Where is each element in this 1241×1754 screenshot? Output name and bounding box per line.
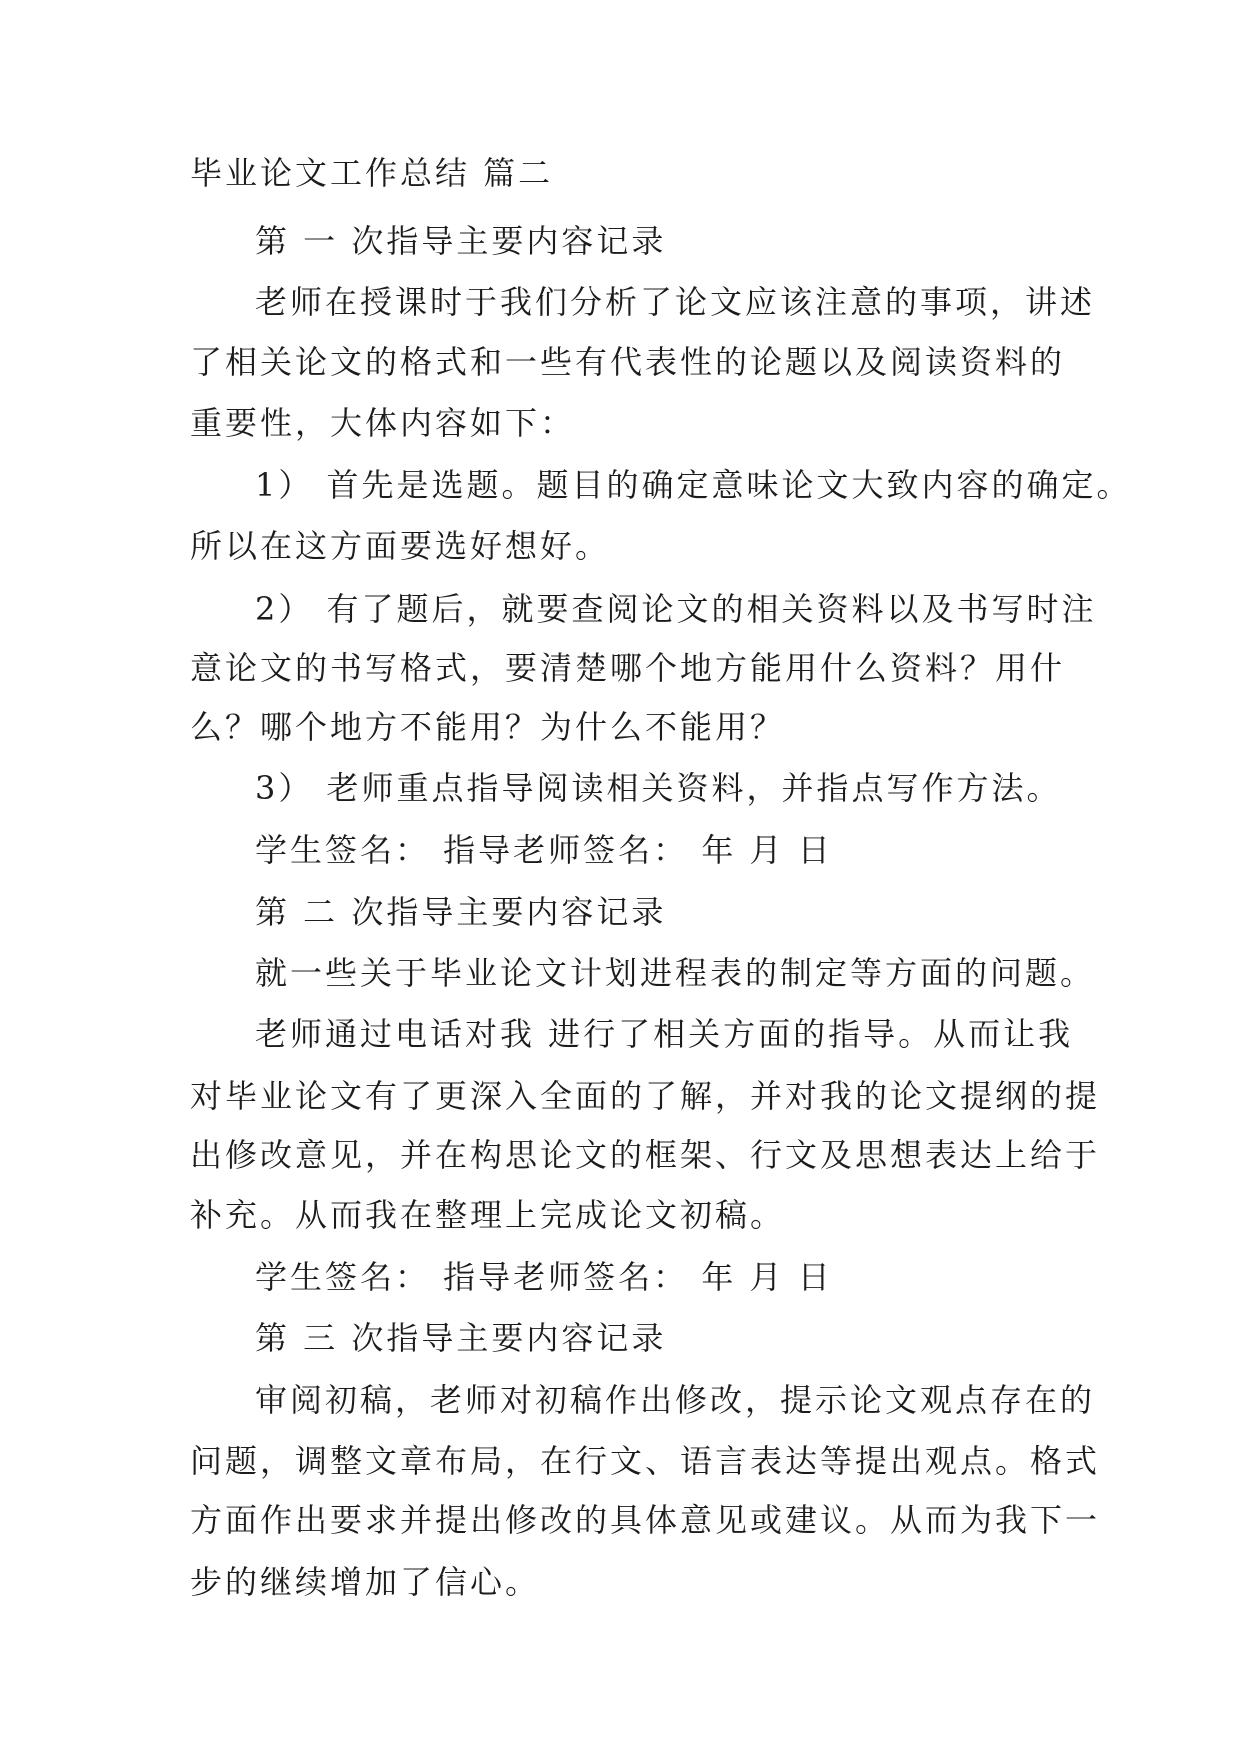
list-item-line: 意论文的书写格式，要清楚哪个地方能用什么资料？用什 (190, 649, 1066, 687)
paragraph-line: 问题，调整文章布局，在行文、语言表达等提出观点。格式 (190, 1442, 1101, 1480)
paragraph-line: 了相关论文的格式和一些有代表性的论题以及阅读资料的 (190, 343, 1066, 381)
list-item-line: 所以在这方面要选好想好。 (190, 527, 611, 565)
paragraph-line: 老师通过电话对我 进行了相关方面的指导。从而让我 (255, 1015, 1074, 1053)
paragraph-line: 就一些关于毕业论文计划进程表的制定等方面的问题。 (255, 954, 1096, 992)
paragraph-line: 重要性，大体内容如下： (190, 404, 576, 442)
paragraph-line: 步的继续增加了信心。 (190, 1563, 541, 1601)
list-item-line: 3） 老师重点指导阅读相关资料，并指点写作方法。 (255, 769, 1062, 807)
list-item-line: 么？哪个地方不能用？为什么不能用？ (190, 708, 786, 746)
paragraph-line: 老师在授课时于我们分析了论文应该注意的事项，讲述 (255, 283, 1096, 321)
paragraph-line: 补充。从而我在整理上完成论文初稿。 (190, 1196, 786, 1234)
section-heading: 第 二 次指导主要内容记录 (255, 893, 667, 931)
paragraph-line: 审阅初稿，老师对初稿作出修改，提示论文观点存在的 (255, 1381, 1096, 1419)
paragraph-line: 方面作出要求并提出修改的具体意见或建议。从而为我下一 (190, 1501, 1101, 1539)
list-item-line: 2） 有了题后，就要查阅论文的相关资料以及书写时注 (255, 590, 1097, 628)
section-heading: 第 三 次指导主要内容记录 (255, 1319, 667, 1357)
section-heading: 第 一 次指导主要内容记录 (255, 222, 667, 260)
paragraph-line: 对毕业论文有了更深入全面的了解，并对我的论文提纲的提 (190, 1077, 1101, 1115)
signature-line: 学生签名： 指导老师签名： 年 月 日 (255, 1258, 833, 1296)
paragraph-line: 出修改意见，并在构思论文的框架、行文及思想表达上给于 (190, 1136, 1101, 1174)
list-item-line: 1） 首先是选题。题目的确定意味论文大致内容的确定。 (255, 466, 1132, 504)
signature-line: 学生签名： 指导老师签名： 年 月 日 (255, 831, 833, 869)
document-title: 毕业论文工作总结 篇二 (190, 154, 554, 192)
